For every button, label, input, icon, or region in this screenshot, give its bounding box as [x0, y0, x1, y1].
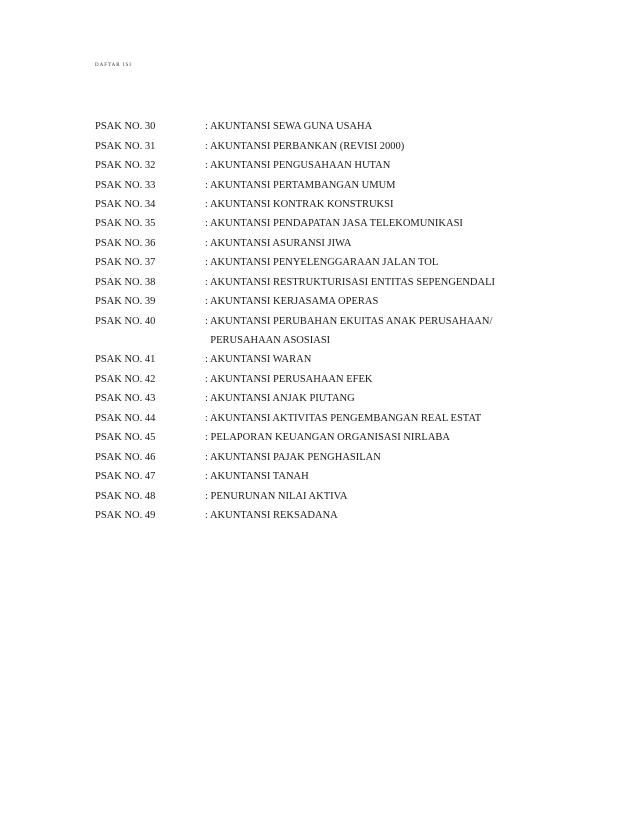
psak-code: PSAK NO. 39 [95, 296, 156, 308]
psak-code: PSAK NO. 34 [95, 198, 156, 210]
psak-code: PSAK NO. 40 [95, 315, 156, 327]
list-item [95, 447, 595, 466]
psak-code: PSAK NO. 42 [95, 373, 156, 385]
psak-title: : PELAPORAN KEUANGAN ORGANISASI NIRLABA [205, 432, 451, 444]
psak-code: PSAK NO. 38 [95, 276, 156, 288]
list-item [95, 486, 595, 505]
psak-title: : AKUNTANSI PERUBAHAN EKUITAS ANAK PERUSAHAAN/ [205, 315, 493, 327]
psak-title: : AKUNTANSI REKSADANA [205, 509, 338, 521]
psak-code: PSAK NO. 45 [95, 432, 156, 444]
psak-code: PSAK NO. 36 [95, 237, 156, 249]
psak-title: : AKUNTANSI PERBANKAN (REVISI 2000) [205, 140, 405, 152]
psak-title: : AKUNTANSI WARAN [205, 354, 312, 366]
list-item [95, 389, 595, 408]
list-item [95, 117, 595, 136]
psak-title: : AKUNTANSI TANAH [205, 471, 309, 483]
psak-title: : AKUNTANSI PENGUSAHAAN HUTAN [205, 160, 391, 172]
list-item [95, 370, 595, 389]
list-item [95, 292, 595, 311]
list-item [95, 467, 595, 486]
list-item [95, 136, 595, 155]
psak-title: : AKUNTANSI AKTIVITAS PENGEMBANGAN REAL ESTAT [205, 412, 482, 424]
list-item [95, 156, 595, 175]
psak-title: : AKUNTANSI PAJAK PENGHASILAN [205, 451, 381, 463]
psak-title: : AKUNTANSI SEWA GUNA USAHA [205, 121, 373, 133]
list-item [95, 214, 595, 233]
psak-code: PSAK NO. 46 [95, 451, 156, 463]
psak-code: PSAK NO. 35 [95, 218, 156, 230]
psak-code: PSAK NO. 47 [95, 471, 156, 483]
psak-title: : AKUNTANSI PERUSAHAAN EFEK [205, 373, 373, 385]
psak-title: : AKUNTANSI PENYELENGGARAAN JALAN TOL [205, 257, 439, 269]
psak-code: PSAK NO. 37 [95, 257, 156, 269]
list-item [95, 350, 595, 369]
list-item [95, 253, 595, 272]
page-header: DAFTAR ISI [95, 63, 132, 68]
psak-title: : AKUNTANSI KONTRAK KONSTRUKSI [205, 198, 394, 210]
psak-title: : AKUNTANSI KERJASAMA OPERAS [205, 296, 379, 308]
psak-list [95, 117, 595, 525]
psak-code: PSAK NO. 41 [95, 354, 156, 366]
psak-title: : PENURUNAN NILAI AKTIVA [205, 490, 348, 502]
list-item [95, 273, 595, 292]
psak-title: : AKUNTANSI ASURANSI JIWA [205, 237, 352, 249]
list-item [95, 195, 595, 214]
psak-code: PSAK NO. 32 [95, 160, 156, 172]
psak-code: PSAK NO. 30 [95, 121, 156, 133]
psak-code: PSAK NO. 43 [95, 393, 156, 405]
psak-title: : AKUNTANSI PERTAMBANGAN UMUM [205, 179, 396, 191]
psak-title: : AKUNTANSI ANJAK PIUTANG [205, 393, 355, 405]
psak-code: PSAK NO. 31 [95, 140, 156, 152]
list-item [95, 311, 595, 330]
psak-code: PSAK NO. 49 [95, 509, 156, 521]
psak-title: : AKUNTANSI RESTRUKTURISASI ENTITAS SEPENGENDALI [205, 276, 495, 288]
psak-title: : AKUNTANSI PENDAPATAN JASA TELEKOMUNIKASI [205, 218, 463, 230]
list-item [95, 409, 595, 428]
list-item [95, 506, 595, 525]
list-item [95, 331, 595, 350]
psak-title: PERUSAHAAN ASOSIASI [205, 335, 331, 347]
psak-code: PSAK NO. 33 [95, 179, 156, 191]
list-item [95, 428, 595, 447]
psak-code: PSAK NO. 48 [95, 490, 156, 502]
psak-code: PSAK NO. 44 [95, 412, 156, 424]
list-item [95, 234, 595, 253]
list-item [95, 175, 595, 194]
